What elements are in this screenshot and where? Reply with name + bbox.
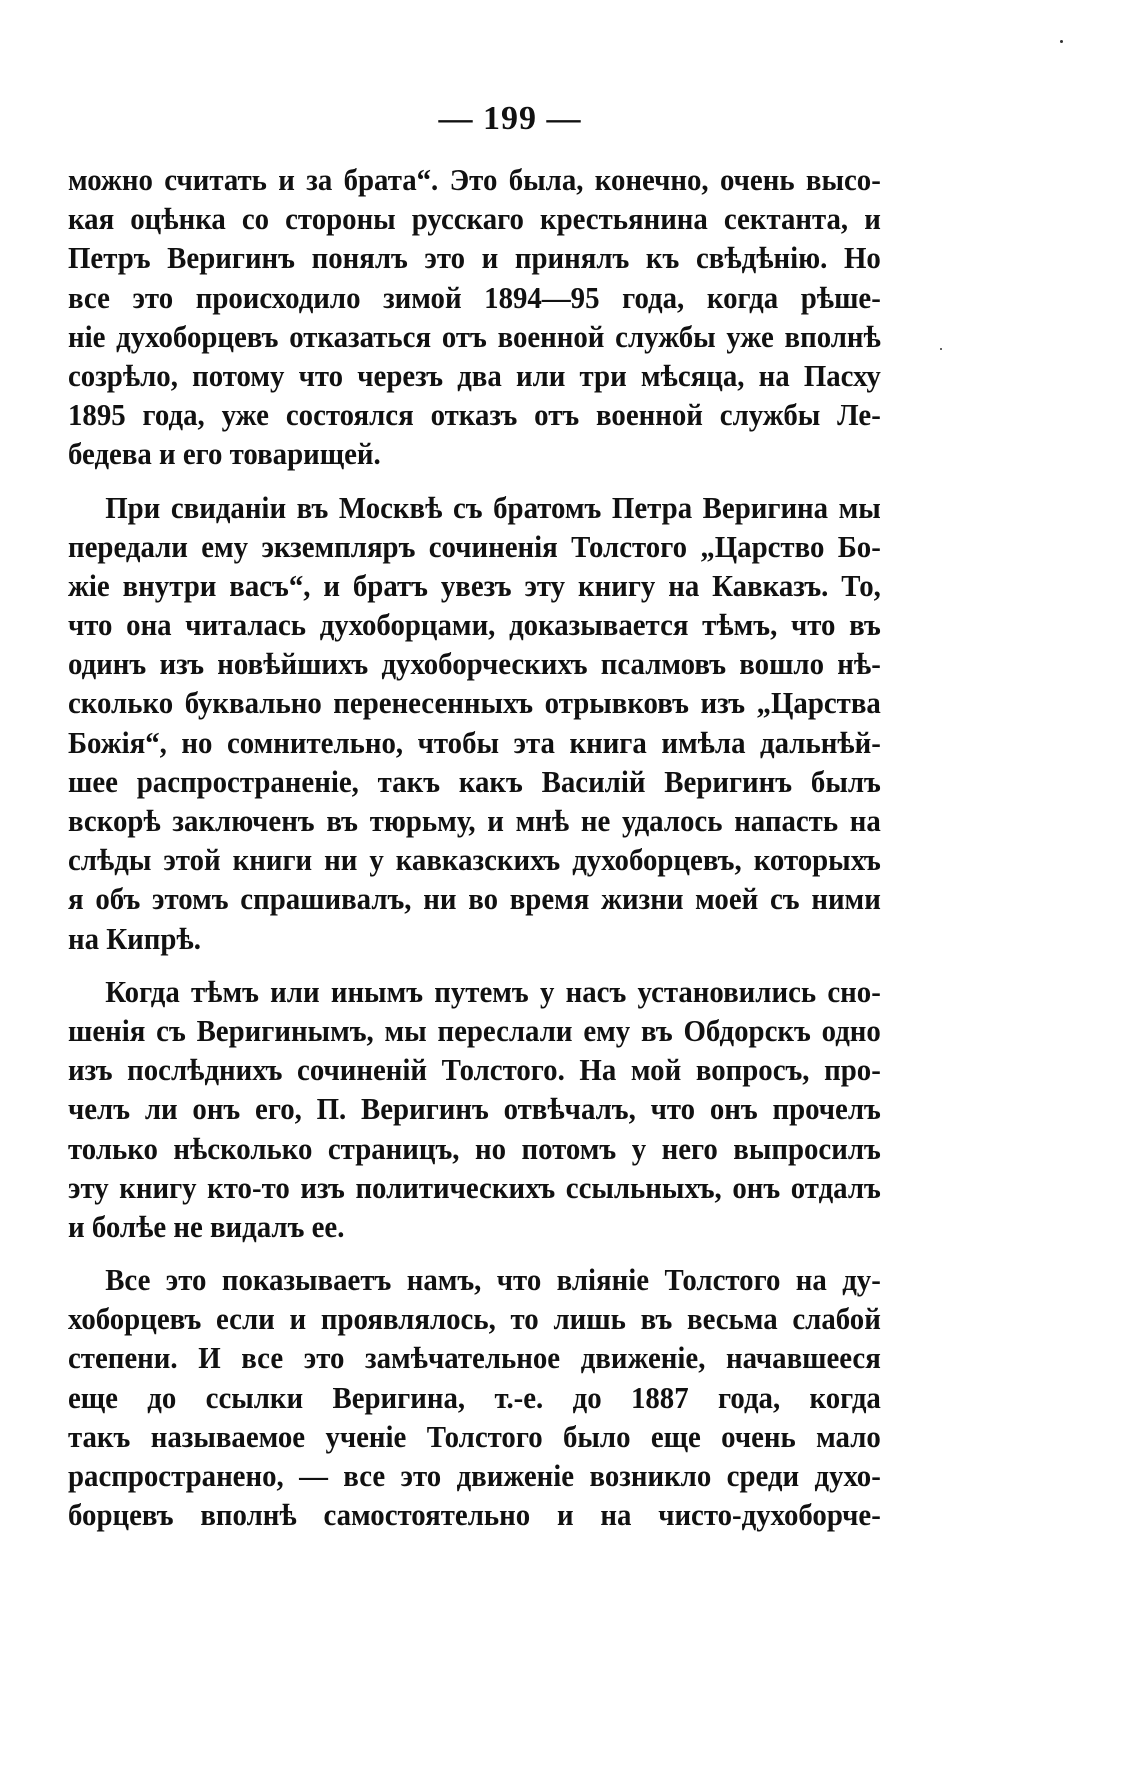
- paragraph-4: [68, 1260, 881, 1534]
- text-line: Все это показываетъ намъ, что вліяніе Толстого на ду-: [105, 1262, 881, 1298]
- text-line: Петръ Веригинъ понялъ это и принялъ къ свѣдѣнію. Но: [68, 240, 881, 276]
- text-line: Божія“, но сомнительно, чтобы эта книга имѣла дальнѣй-: [68, 724, 881, 760]
- paragraph-2: [68, 488, 881, 958]
- text-line: жіе внутри васъ“, и братъ увезъ эту книгу на Кавказъ. То,: [68, 567, 881, 603]
- text-line: челъ ли онъ его, П. Веригинъ отвѣчалъ, что онъ прочелъ: [68, 1091, 881, 1127]
- body-text: [68, 160, 881, 1534]
- text-line: борцевъ вполнѣ самостоятельно и на чисто-духоборче-: [68, 1497, 881, 1533]
- text-line: слѣды этой книги ни у кавказскихъ духоборцевъ, которыхъ: [68, 842, 881, 878]
- text-line: изъ послѣднихъ сочиненій Толстого. На мой вопросъ, про-: [68, 1052, 881, 1088]
- text-line: шенія съ Веригинымъ, мы переслали ему въ Обдорскъ одно: [68, 1012, 881, 1048]
- text-line: хоборцевъ если и проявлялось, то лишь въ весьма слабой: [68, 1301, 881, 1337]
- print-speck: [1060, 40, 1063, 43]
- text-line: вскорѣ заключенъ въ тюрьму, и мнѣ не удалось напасть на: [68, 803, 881, 838]
- text-line: шее распространеніе, такъ какъ Василій Веригинъ былъ: [68, 763, 881, 799]
- text-line: только нѣсколько страницъ, но потомъ у него выпросилъ: [68, 1130, 881, 1166]
- text-line: все это происходило зимой 1894—95 года, когда рѣше-: [68, 279, 881, 315]
- print-speck: [940, 348, 942, 350]
- text-line: одинъ изъ новѣйшихъ духоборческихъ псалмовъ вошло нѣ-: [68, 646, 881, 682]
- text-line: степени. И все это замѣчательное движеніе, начавшееся: [68, 1340, 881, 1376]
- text-line: 1895 года, уже состоялся отказъ отъ военной службы Ле-: [68, 397, 881, 433]
- text-line: еще до ссылки Веригина, т.-е. до 1887 года, когда: [68, 1379, 881, 1415]
- paragraph-3: [68, 972, 881, 1246]
- text-line: эту книгу кто-то изъ политическихъ ссыльныхъ, онъ отдалъ: [68, 1169, 881, 1205]
- text-line: ніе духоборцевъ отказаться отъ военной службы уже вполнѣ: [68, 318, 881, 354]
- text-line: распространено, — все это движеніе возникло среди духо-: [68, 1458, 881, 1493]
- text-line: созрѣло, потому что черезъ два или три мѣсяца, на Пасху: [68, 357, 881, 393]
- text-line: и болѣе не видалъ ее.: [68, 1208, 345, 1244]
- text-line: я объ этомъ спрашивалъ, ни во время жизни моей съ ними: [68, 881, 881, 917]
- text-line: бедева и его товарищей.: [68, 436, 381, 472]
- text-line: передали ему экземпляръ сочиненія Толстого „Царство Бо-: [68, 528, 881, 564]
- text-line: При свиданіи въ Москвѣ съ братомъ Петра Веригина мы: [105, 489, 881, 525]
- page-number: — 199 —: [438, 100, 582, 137]
- text-line: что она читалась духоборцами, доказывается тѣмъ, что въ: [68, 607, 881, 643]
- text-line: Когда тѣмъ или инымъ путемъ у насъ установились сно-: [105, 973, 881, 1009]
- text-line: кая оцѣнка со стороны русскаго крестьянина сектанта, и: [68, 201, 881, 237]
- text-line: можно считать и за брата“. Это была, конечно, очень высо-: [68, 162, 881, 197]
- text-line: сколько буквально перенесенныхъ отрывковъ изъ „Царства: [68, 685, 881, 721]
- paragraph-1: [68, 160, 881, 474]
- text-line: на Кипрѣ.: [68, 920, 201, 956]
- text-line: такъ называемое ученіе Толстого было еще очень мало: [68, 1418, 881, 1454]
